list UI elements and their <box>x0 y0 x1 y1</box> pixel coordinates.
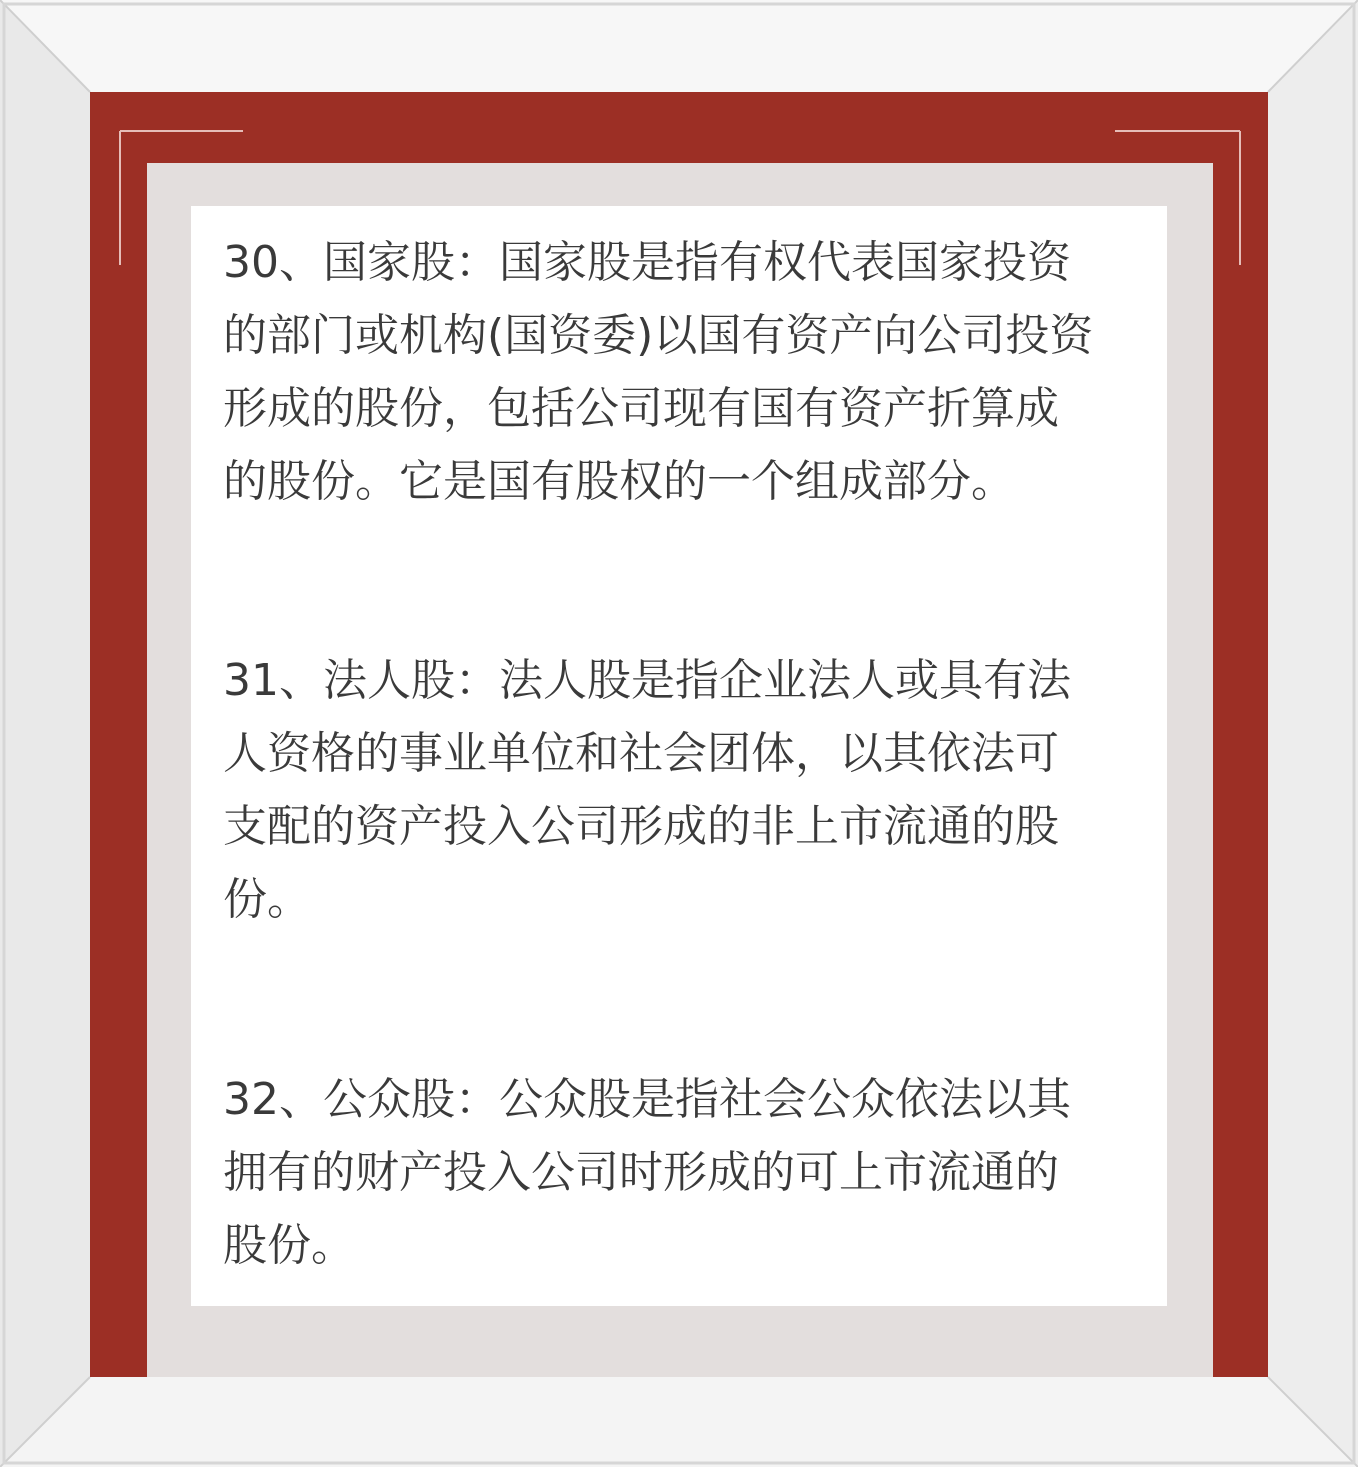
frame-bottom-bevel <box>0 1377 1358 1467</box>
entry-line: 份。 <box>223 874 311 925</box>
entry-line: 支配的资产投入公司形成的非上市流通的股 <box>223 801 1059 852</box>
entry-line: 股份。 <box>223 1220 355 1271</box>
frame-left-bevel <box>0 0 90 1467</box>
entry-line: 的部门或机构(国资委)以国有资产向公司投资 <box>223 310 1094 361</box>
text-card <box>191 206 1167 1306</box>
entry-public-shares <box>223 1063 1153 1282</box>
entry-line: 的股份。它是国有股权的一个组成部分。 <box>223 456 1015 507</box>
entry-line: 31、法人股：法人股是指企业法人或具有法 <box>223 655 1071 706</box>
entry-line: 形成的股份，包括公司现有国有资产折算成 <box>223 383 1059 434</box>
entry-line: 32、公众股：公众股是指社会公众依法以其 <box>223 1074 1071 1125</box>
entry-line: 人资格的事业单位和社会团体，以其依法可 <box>223 728 1059 779</box>
entry-state-shares <box>223 226 1153 518</box>
frame-right-bevel <box>1268 0 1358 1467</box>
entry-line: 拥有的财产投入公司时形成的可上市流通的 <box>223 1147 1059 1198</box>
frame-top-bevel <box>0 0 1358 92</box>
entry-legal-person-shares <box>223 644 1153 936</box>
entry-line: 30、国家股：国家股是指有权代表国家投资 <box>223 237 1071 288</box>
